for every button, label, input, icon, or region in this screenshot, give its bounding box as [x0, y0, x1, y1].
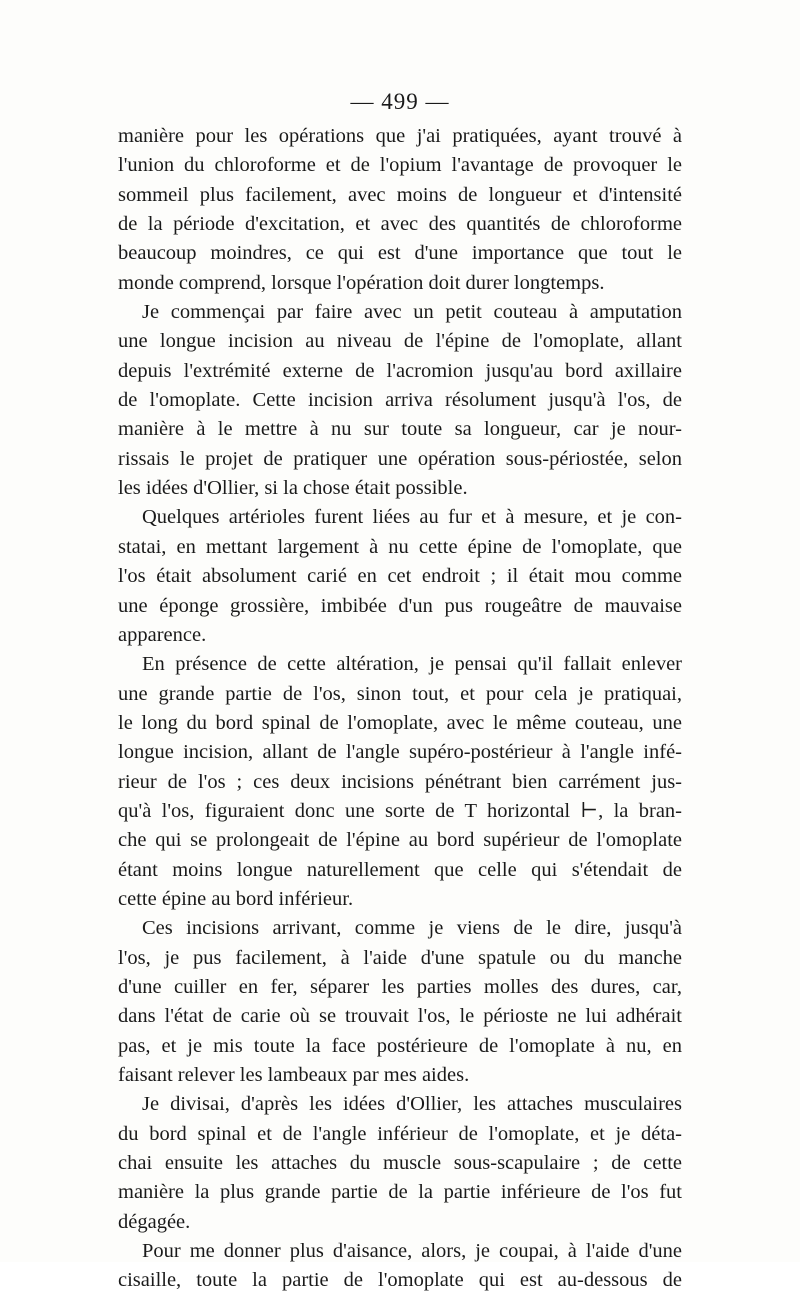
text-line: étant moins longue naturellement que celle qui s'étendait de [118, 858, 682, 881]
text-line: d'une cuiller en fer, séparer les parties molles des dures, car, [118, 975, 682, 998]
text-line: En présence de cette altération, je pensai qu'il fallait enlever [142, 653, 682, 676]
text-line: longue incision, allant de l'angle supéro-postérieur à l'angle infé- [118, 741, 682, 764]
text-line: manière la plus grande partie de la partie inférieure de l'os fut [118, 1181, 682, 1204]
text-line: rieur de l'os ; ces deux incisions pénétrant bien carrément jus- [118, 770, 682, 793]
text-line: Quelques artérioles furent liées au fur et à mesure, et je con- [142, 506, 682, 529]
text-line: chai ensuite les attaches du muscle sous-scapulaire ; de cette [118, 1152, 682, 1175]
text-line: le long du bord spinal de l'omoplate, avec le même couteau, une [118, 711, 682, 734]
page-number: — 499 — [350, 89, 450, 114]
text-line: cisaille, toute la partie de l'omoplate qui est au-dessous de [118, 1269, 682, 1292]
text-line: che qui se prolongeait de l'épine au bord supérieur de l'omoplate [118, 829, 682, 852]
text-line: Ces incisions arrivant, comme je viens de le dire, jusqu'à [142, 917, 682, 940]
text-line: beaucoup moindres, ce qui est d'une importance que tout le [118, 242, 682, 265]
text-line: manière à le mettre à nu sur toute sa longueur, car je nour- [118, 418, 682, 441]
text-line: dans l'état de carie où se trouvait l'os, le périoste ne lui adhérait [118, 1005, 682, 1028]
text-line: manière pour les opérations que j'ai pratiquées, ayant trouvé à [118, 125, 682, 147]
text-line: l'union du chloroforme et de l'opium l'avantage de provoquer le [118, 154, 682, 177]
text-line: cette épine au bord inférieur. [118, 887, 354, 910]
text-line: Je commençai par faire avec un petit couteau à amputation [142, 301, 682, 324]
body-text [118, 122, 682, 1296]
text-line: de l'omoplate. Cette incision arriva résolument jusqu'à l'os, de [118, 389, 682, 412]
text-line: depuis l'extrémité externe de l'acromion jusqu'au bord axillaire [118, 359, 682, 382]
text-line: pas, et je mis toute la face postérieure de l'omoplate à nu, en [118, 1034, 682, 1057]
text-line: l'os était absolument carié en cet endroit ; il était mou comme [118, 565, 682, 588]
text-line: rissais le projet de pratiquer une opération sous-périostée, selon [118, 447, 682, 470]
text-line: Pour me donner plus d'aisance, alors, je coupai, à l'aide d'une [142, 1240, 682, 1263]
text-line: de la période d'excitation, et avec des quantités de chloroforme [118, 213, 682, 236]
text-line: statai, en mettant largement à nu cette épine de l'omoplate, que [118, 535, 682, 558]
text-line: du bord spinal et de l'angle inférieur de l'omoplate, et je déta- [118, 1122, 682, 1145]
text-line: faisant relever les lambeaux par mes aides. [118, 1064, 470, 1086]
text-line: monde comprend, lorsque l'opération doit durer longtemps. [118, 271, 605, 294]
text-line: apparence. [118, 623, 207, 646]
text-line: les idées d'Ollier, si la chose était possible. [118, 477, 468, 500]
text-line: qu'à l'os, figuraient donc une sorte de T horizontal ⊢, la bran- [118, 799, 682, 822]
text-line: Je divisai, d'après les idées d'Ollier, les attaches musculaires [142, 1093, 682, 1116]
text-line: dégagée. [118, 1210, 191, 1233]
text-line: une longue incision au niveau de l'épine de l'omoplate, allant [118, 330, 682, 353]
text-line: l'os, je pus facilement, à l'aide d'une spatule ou du manche [118, 946, 682, 969]
text-line: une éponge grossière, imbibée d'un pus rougeâtre de mauvaise [118, 594, 682, 617]
text-line: sommeil plus facilement, avec moins de longueur et d'intensité [118, 183, 682, 206]
text-line: une grande partie de l'os, sinon tout, et pour cela je pratiquai, [118, 682, 682, 705]
